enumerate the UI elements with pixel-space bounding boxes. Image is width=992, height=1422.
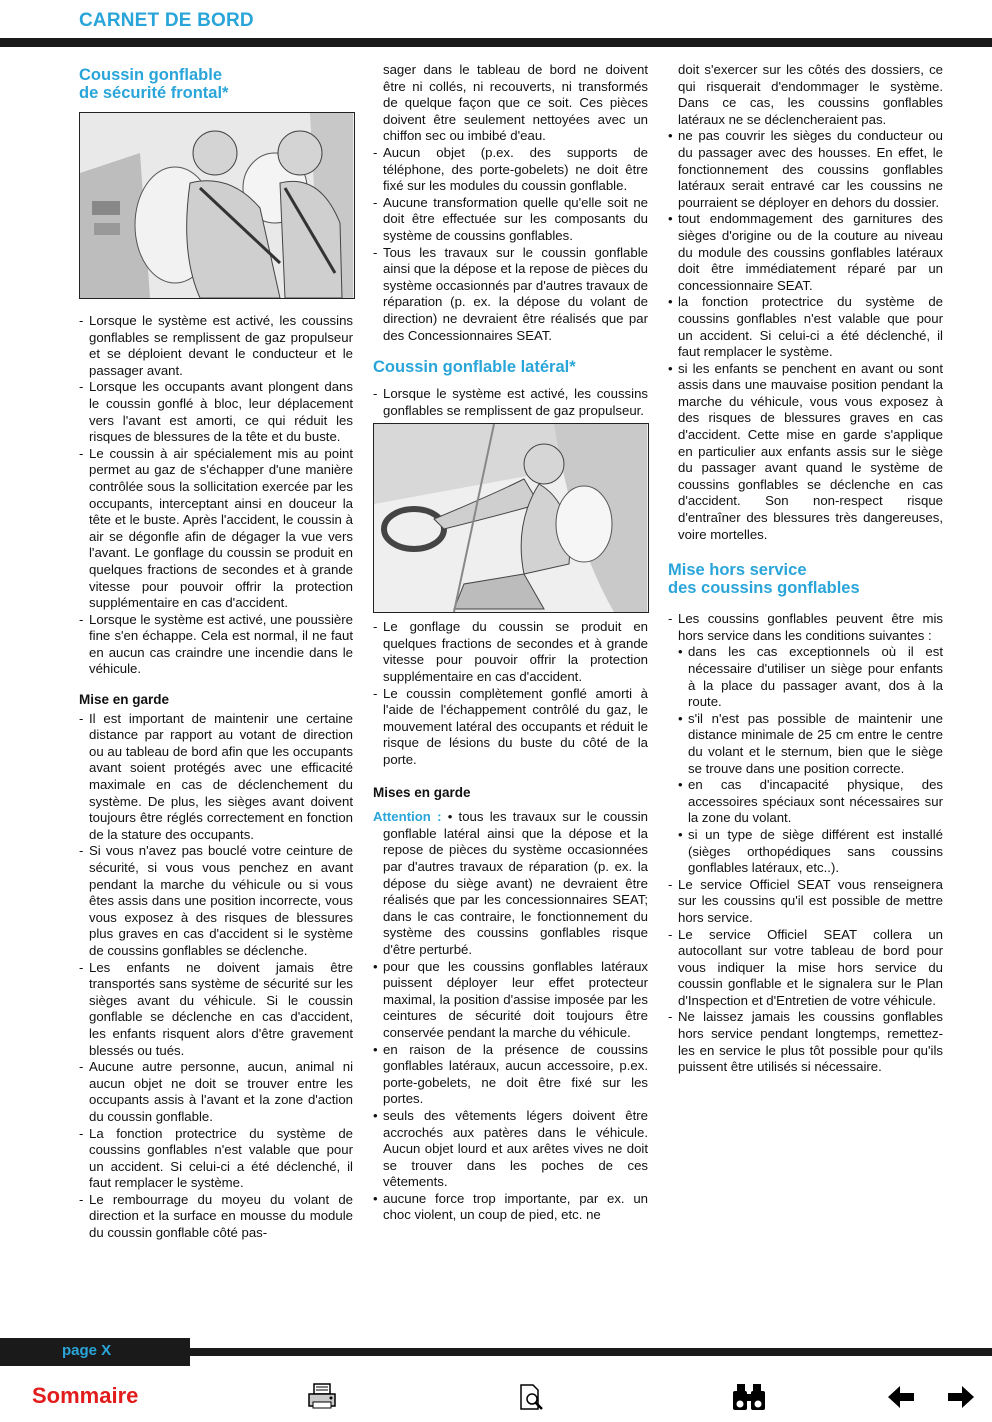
- lateral-warning-bullets: [373, 959, 648, 1225]
- attention-label: Attention :: [373, 809, 442, 825]
- heading-line-1: Coussin gonflable: [79, 66, 223, 84]
- list-item: - Lorsque le système est activé, les coussins gonflables se remplissent de gaz propulseur.: [373, 386, 648, 419]
- list-item: - Aucun objet (p.ex. des supports de téléphone, des porte-gobelets) ne doit être fixé sur les modules du coussin gonflable.: [373, 145, 648, 195]
- intro-text: Les coussins gonflables peuvent être mis hors service dans les conditions suivantes :: [678, 611, 943, 643]
- column-2: [373, 62, 648, 1224]
- binoculars-icon[interactable]: [730, 1382, 768, 1412]
- warning-title: Mise en garde: [79, 692, 170, 708]
- list-item: - Si vous n'avez pas bouclé votre ceinture de sécurité, si vous vous penchez en avant pendant la marche du véhicule ou si vous êtes assis dans une position incorrecte, vous vous exposez à des risques de blessures plus graves en cas d'accident si le système de coussins gonflables se déclenche.: [79, 843, 353, 959]
- arrow-right-icon[interactable]: [946, 1382, 976, 1412]
- heading-line-2: des coussins gonflables: [668, 579, 860, 598]
- lateral-airbag-illustration: [373, 423, 649, 613]
- list-item: - Le service Officiel SEAT collera un autocollant sur votre tableau de bord pour vous indiquer la mise hors service du coussin gonflable et le signalera sur le Plan d'Inspection et d'Entretien de votre véhicule.: [668, 927, 943, 1010]
- section-heading-frontal: [79, 66, 353, 102]
- lateral-info-list: [373, 619, 648, 768]
- list-item: - Le coussin à air spécialement mis au point permet au gaz de s'échapper d'une manière contrôlée sous la sollicitation exercée par les occupants, interceptant ainsi en douceur la tête et le buste. Après l'accident, le coussin à air se dégonfle afin de dégager la vue vers l'avant. Le gonflage du coussin se produit en quelques fractions de secondes et à grande vitesse pour pouvoir offrir la protection supplémentaire en cas d'accident.: [79, 446, 353, 612]
- list-item: - Le service Officiel SEAT vous renseignera sur les coussins qu'il est possible de mettre hors service.: [668, 877, 943, 927]
- list-item: - Le rembourrage du moyeu du volant de direction et la surface en mousse du module du coussin gonflable côté pas-: [79, 1192, 353, 1242]
- list-item: • tout endommagement des garnitures des sièges d'origine ou de la couture au niveau du module des coussins gonflables latéraux doit être immédiatement réparé par un concessionnaire SEAT.: [668, 211, 943, 294]
- warning-title: Mises en garde: [373, 784, 471, 800]
- list-item: - Le coussin complètement gonflé amorti à l'aide de l'échappement contrôlé du gaz, le mouvement latéral des occupants et réduit le risque de lésions du buste du côté de la porte.: [373, 686, 648, 769]
- list-item: • dans les cas exceptionnels où il est nécessaire d'utiliser un siège pour enfants à la place du passager avant, dos à la route.: [678, 644, 943, 710]
- attention-paragraph: [373, 809, 648, 958]
- column-3: [668, 62, 943, 1076]
- arrow-left-icon[interactable]: [886, 1382, 916, 1412]
- list-item: - La fonction protectrice du système de coussins gonflables n'est valable que pour un accident. Si celui-ci a été déclenché, il faut remplacer le système.: [79, 1126, 353, 1192]
- section-heading-deactivation: [668, 561, 943, 597]
- list-item: sager dans le tableau de bord ne doivent être ni collés, ni recouverts, ni transformés de quelque façon que ce soit. Ces pièces doivent être seulement nettoyées avec un chiffon sec ou imbibé d'eau.: [383, 62, 648, 144]
- page-number: page X: [62, 1342, 112, 1359]
- list-item: [668, 611, 943, 877]
- header-rule: [0, 38, 992, 47]
- list-item: - Lorsque les occupants avant plongent dans le coussin gonflé à bloc, leur déplacement vers l'avant est amorti, ce qui réduit les risques de blessures de la tête et du buste.: [79, 379, 353, 445]
- column-1: [79, 62, 353, 1242]
- printer-icon[interactable]: [306, 1382, 338, 1412]
- list-item: - Lorsque le système est activé, une poussière fine s'en échappe. Cela est normal, il ne faut en aucun cas craindre une incendie dans le véhicule.: [79, 612, 353, 678]
- list-item: • la fonction protectrice du système de coussins gonflables n'est valable que pour un accident. Si celui-ci a été déclenché, il faut remplacer le système.: [668, 294, 943, 360]
- list-item: • seuls des vêtements légers doivent être accrochés aux patères dans le véhicule. Aucun objet lourd et aux arêtes vives ne doit se trouver dans les poches de ces vêtements.: [373, 1108, 648, 1191]
- list-item: - Les enfants ne doivent jamais être transportés sans système de sécurité sur les sièges avant du véhicule. Si le coussin gonflable se déclenche en cas d'accident, les enfants risquent alors d'être gravement blessés ou tués.: [79, 960, 353, 1060]
- heading-line-2: de sécurité frontal*: [79, 84, 229, 102]
- list-item: - Aucune autre personne, aucun, animal ni aucun objet ne doit se trouver entre les occupants assis à l'avant et la zone d'action du coussin gonflable.: [79, 1059, 353, 1125]
- section-heading-lateral: Coussin gonflable latéral*: [373, 358, 576, 377]
- attention-text: • tous les travaux sur le coussin gonflable latéral ainsi que la dépose et la repose de pièces du système occasionnées par d'autres travaux de réparation (p. ex. la dépose du siège avant) ne devraient être réalisés que par les concessionnaires SEAT; dans le cas contraire, le fonctionnement du système des coussins gonflables risque d'être perturbé.: [383, 809, 648, 957]
- sommaire-link[interactable]: Sommaire: [32, 1383, 139, 1408]
- list-item: • pour que les coussins gonflables latéraux puissent déployer leur effet protecteur maximal, la position d'assise imposée par les ceintures de sécurité doit toujours être conservée pendant la marche du véhicule.: [373, 959, 648, 1042]
- list-item: • en cas d'incapacité physique, des accessoires spéciaux sont nécessaires sur la zone du volant.: [678, 777, 943, 827]
- list-item: - Ne laissez jamais les coussins gonflables hors service pendant longtemps, remettez-les en service le plus tôt possible pour qu'ils puissent être utilisés si nécessaire.: [668, 1009, 943, 1075]
- list-item: • si un type de siège différent est installé (sièges orthopédiques sans coussins gonflables latéraux, etc..).: [678, 827, 943, 877]
- heading-line-1: Mise hors service: [668, 561, 807, 580]
- continued-bullets: [668, 62, 943, 543]
- list-item: • si les enfants se penchent en avant ou sont assis dans une mauvaise position pendant la marche du véhicule, vous vous exposez à des risques de blessures graves en cas d'accident. Cette mise en garde s'applique en particulier aux enfants assis sur le siège du passager avant quand le système de coussins gonflables se déclenche en cas d'accident. Son non-respect risque d'entraîner des blessures très dangereuses, voire mortelles.: [668, 361, 943, 544]
- deactivation-intro: [668, 611, 943, 1076]
- list-item: - Aucune transformation quelle qu'elle soit ne doit être effectuée sur les composants du système de coussins gonflables.: [373, 195, 648, 245]
- continued-warning-list: [373, 62, 648, 344]
- list-item: • ne pas couvrir les sièges du conducteur ou du passager avec des housses. En effet, le fonctionnement des coussins gonflables latéraux serait entravé car les coussins ne pourraient se déployer en dehors du dossier.: [668, 128, 943, 211]
- list-item: • aucune force trop importante, par ex. un choc violent, un coup de pied, etc. ne: [373, 1191, 648, 1224]
- frontal-airbag-illustration: [79, 112, 355, 299]
- page-header-title: CARNET DE BORD: [79, 10, 254, 31]
- frontal-warning-list: [79, 711, 353, 1242]
- list-item: • en raison de la présence de coussins gonflables latéraux, aucun accessoire, p.ex. porte-gobelets, ne doit être fixé sur les portes.: [373, 1042, 648, 1108]
- list-item: - Le gonflage du coussin se produit en quelques fractions de secondes et à grande vitesse pour pouvoir offrir la protection supplémentaire en cas d'accident.: [373, 619, 648, 685]
- find-page-icon[interactable]: [518, 1382, 546, 1412]
- frontal-info-list: [79, 313, 353, 678]
- list-item: • s'il n'est pas possible de maintenir une distance minimale de 25 cm entre le centre du volant et le sternum, bien que le siège se trouve dans une position correcte.: [678, 711, 943, 777]
- list-item: - Lorsque le système est activé, les coussins gonflables se remplissent de gaz propulseur et se déploient devant le conducteur et le passager avant.: [79, 313, 353, 379]
- conditions-list: [678, 644, 943, 876]
- list-item: - Il est important de maintenir une certaine distance par rapport au votant de direction ou au tableau de bord afin que les occupants avant soient protégés avec une efficacité maximale en cas de déclenchement du système. De plus, les sièges avant doivent toujours être réglés correctement en fonction de la stature des occupants.: [79, 711, 353, 844]
- lateral-intro-list: [373, 386, 648, 419]
- list-item: - Tous les travaux sur le coussin gonflable ainsi que la dépose et la repose de pièces du système occasionnés par d'autres travaux de réparation (p. ex. la dépose du volant de direction) ne devraient être réalisés que par des Concessionnaires SEAT.: [373, 245, 648, 345]
- list-item: doit s'exercer sur les côtés des dossiers, ce qui risquerait d'endommager le système. Dans ce cas, les coussins gonflables latéraux ne se déclencheraient pas.: [678, 62, 943, 127]
